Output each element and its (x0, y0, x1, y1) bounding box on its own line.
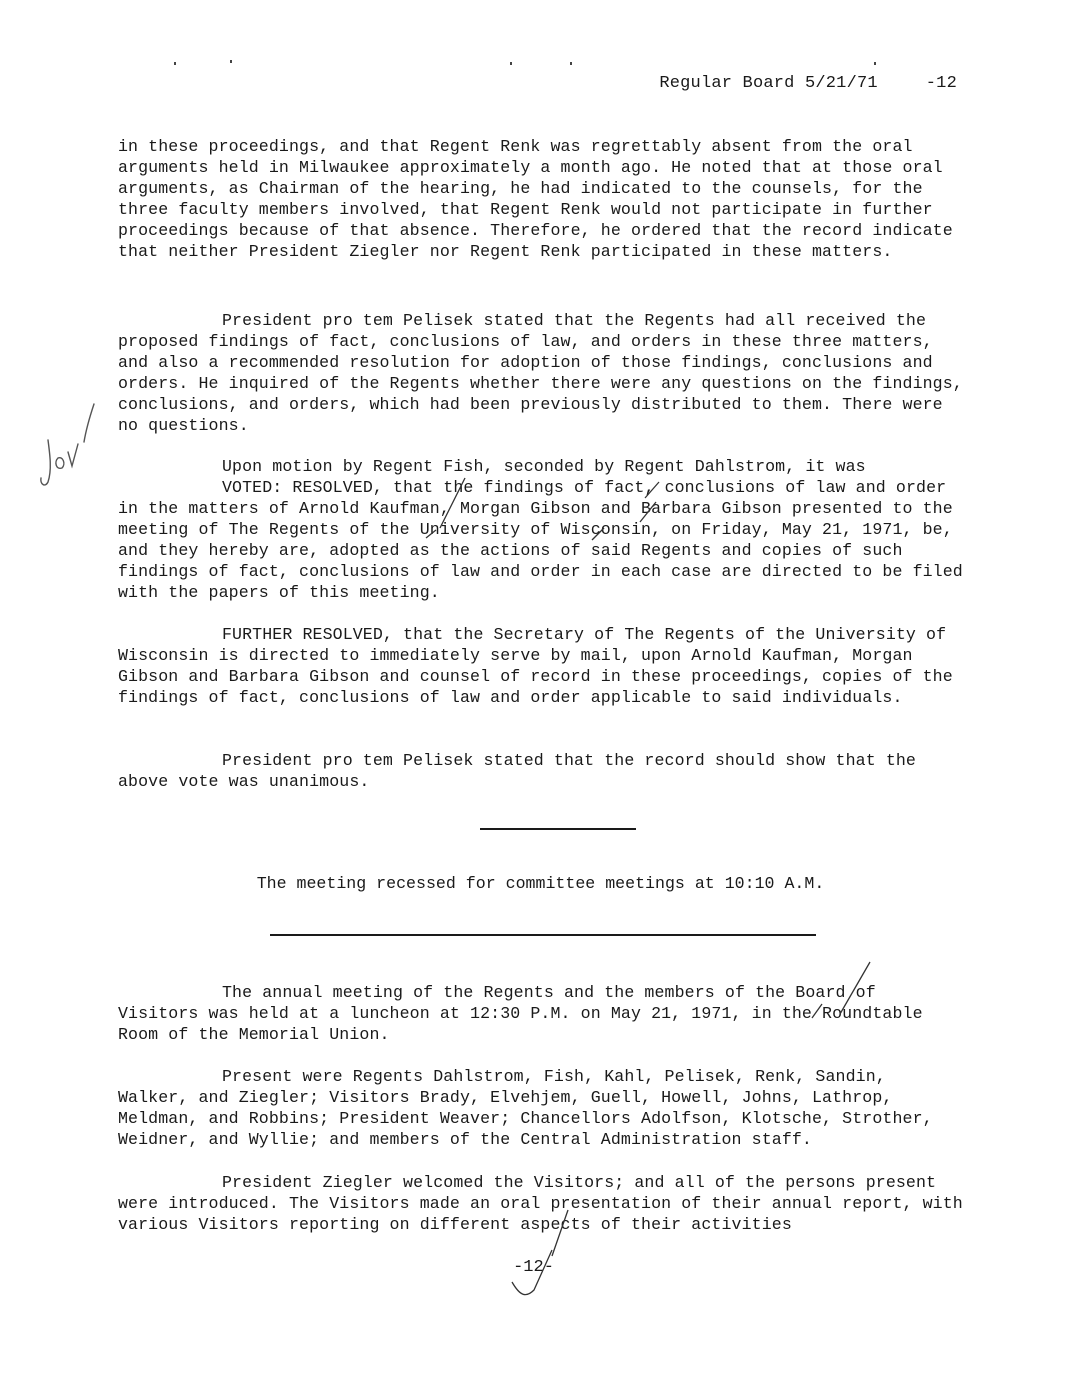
paragraph-text: President pro tem Pelisek stated that the record should show that the above vote was unanimous. (118, 751, 916, 791)
paragraph-attendees (118, 1066, 963, 1150)
recess-line: The meeting recessed for committee meetings at 10:10 A.M. (256, 874, 825, 893)
paragraph-text: in these proceedings, and that Regent Renk was regrettably absent from the oral arguments held in Milwaukee approximately a month ago. He noted that at those oral arguments, as Chairman of the hearing, he had indicated to the counsels, for the three faculty members involved, that Regent Renk would not participate in further proceedings because of that absence. Therefore, he ordered that the record indicate that neither President Ziegler nor Regent Renk participated in these matters. (118, 137, 953, 261)
section-divider-short (480, 828, 636, 830)
paragraph-continuation (118, 136, 963, 262)
paragraph-text: Present were Regents Dahlstrom, Fish, Kahl, Pelisek, Renk, Sandin, Walker, and Ziegler; Visitors Brady, Elvehjem, Guell, Howell, Johns, Lathrop, Meldman, and Robbins; President Weaver; Chancellors Adolfson, Klotsche, Strother, Weidner, and Wyllie; and members of the Central Administration staff. (118, 1067, 933, 1149)
header-page-ref: -12 (925, 74, 957, 93)
scan-speck (510, 62, 512, 65)
scan-speck (570, 62, 572, 65)
resolution-text (118, 477, 963, 603)
paragraph-text: The annual meeting of the Regents and the members of the Board of Visitors was held at a luncheon at 12:30 P.M. on May 21, 1971, in the Roundtable Room of the Memorial Union. (118, 983, 923, 1044)
paragraph-further-resolved (118, 624, 963, 708)
scan-speck (230, 60, 232, 63)
paragraph-annual-meeting (118, 982, 963, 1045)
section-divider-long (270, 934, 816, 936)
paragraph-text: President pro tem Pelisek stated that the Regents had all received the proposed findings of fact, conclusions of law, and orders in these three matters, and also a recommended resolution for adoption of those findings, conclusions and orders. He inquired of the Regents whether there were any questions on the findings, conclusions, and orders, which had been previously distributed to them. There were no questions. (118, 311, 963, 435)
page-header (659, 74, 957, 93)
voted-label: VOTED: (222, 478, 283, 497)
paragraph-unanimous (118, 750, 963, 792)
paragraph-motion (118, 456, 963, 603)
paragraph-text: President Ziegler welcomed the Visitors; and all of the persons present were introduced. The Visitors made an oral presentation of their annual report, with various Visitors reporting on different aspects of their activities (118, 1173, 963, 1234)
motion-line: Upon motion by Regent Fish, seconded by Regent Dahlstrom, it was (222, 457, 866, 476)
resolution-body: RESOLVED, that the findings of fact, conclusions of law and order in the matters of Arnold Kaufman, Morgan Gibson and Barbara Gibson presented to the meeting of The Regents of the University of Wisconsin, on Friday, May 21, 1971, be, and they hereby are, adopted as the actions of said Regents and copies of such findings of fact, conclusions of law and order in each case are directed to be filed with the papers of this meeting. (118, 478, 963, 602)
header-title: Regular Board 5/21/71 (659, 74, 878, 93)
scan-speck (174, 62, 176, 65)
page-number: -12- (513, 1258, 554, 1277)
paragraph-findings-received (118, 310, 963, 436)
paragraph-visitors-report (118, 1172, 963, 1235)
paragraph-text: FURTHER RESOLVED, that the Secretary of The Regents of the University of Wisconsin is directed to immediately serve by mail, upon Arnold Kaufman, Morgan Gibson and Barbara Gibson and counsel of record in these proceedings, copies of the findings of fact, conclusions of law and order applicable to said individuals. (118, 625, 953, 707)
scan-speck (874, 62, 876, 65)
margin-initials-handwriting (41, 404, 94, 485)
